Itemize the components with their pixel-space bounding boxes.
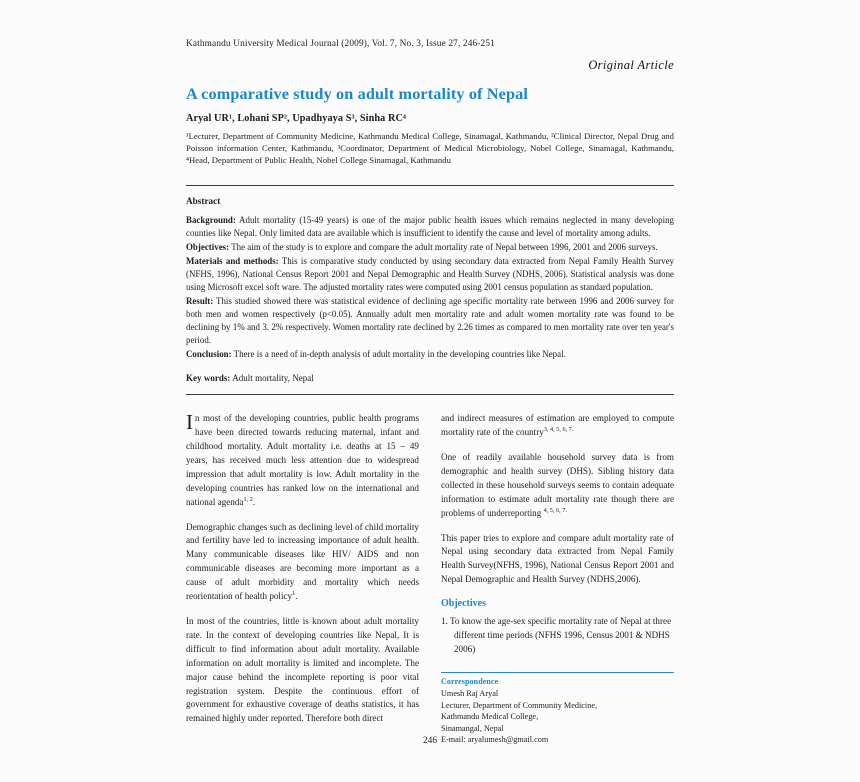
- author-affiliations: ¹Lecturer, Department of Community Medicine, Kathmandu Medical College, Sinamagal, Kathmandu, ²Clinical Director, Nepal Drug and Poisson information Center, Kathmandu, ³Coordinator, Department of Medical Microbiology, Nobel College, Sinamagal, Kathmandu, ⁴Head, Department of Public Health, Nobel College Sinamagal, Kathmandu: [186, 131, 674, 166]
- abstract-objectives: [186, 241, 674, 254]
- correspondence-role: Lecturer, Department of Community Medicine,: [441, 700, 598, 710]
- keywords-line: [186, 372, 674, 385]
- page-content: [186, 38, 674, 746]
- correspondence-divider: [441, 672, 674, 673]
- paragraph-text: This paper tries to explore and compare adult mortality rate of Nepal using secondary data extracted from Nepal Family Health Survey(NFHS, 1996), National Census Report 2001 and Nepal Demographic and Health Survey (NDHS,2006).: [441, 532, 674, 585]
- abstract-conclusion: [186, 348, 674, 361]
- abstract-materials-text: This is comparative study conducted by using secondary data extracted from Nepal Family Health Survey (NFHS, 1996), National Census Report 2001 and Nepal Demographic and Health Survey (NDHS, 2006). Statistical analysis was done using Microsoft excel soft ware. The adjusted mortality rates were computed using 2001 census population as standard population.: [186, 256, 674, 293]
- abstract-objectives-label: Objectives:: [186, 242, 230, 253]
- abstract-bottom-divider: [186, 394, 674, 395]
- abstract-materials: [186, 255, 674, 294]
- page-number: 246: [422, 736, 438, 746]
- abstract-background-text: Adult mortality (15-49 years) is one of the major public health issues which remains neglected in many developing counties like Nepal. Only limited data are available which is insufficient to identify the cause and level of mortality among adults.: [186, 215, 674, 239]
- abstract-section: [186, 195, 674, 386]
- left-column: [186, 412, 419, 746]
- correspondence-location: Sinamangal, Nepal: [441, 723, 504, 733]
- abstract-top-divider: [186, 185, 674, 186]
- body-paragraph: In most of the developing countries, public health programs have been directed towards reducing maternal, infant and childhood mortality. Adult mortality i.e. deaths at 15 – 49 years, has received much less attention due to widespread impression that adult mortality is low. Adult mortality in the developing countries has ranked low on the international and national agenda$^{1, 2}$.: [186, 410, 419, 507]
- author-list: Aryal UR¹, Lohani SP², Upadhyaya S³, Sinha RC⁴: [186, 113, 407, 125]
- body-paragraph: [441, 451, 674, 521]
- correspondence-email: E-mail: aryalumesh@gmail.com: [441, 735, 549, 745]
- citation-superscript: 3, 4, 5, 6, 7.: [543, 426, 574, 434]
- body-paragraph: [186, 615, 419, 726]
- abstract-result-label: Result:: [186, 296, 214, 307]
- page-title: A comparative study on adult mortality of Nepal: [186, 85, 529, 104]
- correspondence-heading: Correspondence: [441, 676, 499, 686]
- paragraph-text: In most of the countries, little is known about adult mortality rate. In the context of developing countries like Nepal, It is difficult to find information about adult mortality. Available information on adult mortality is limited and incomplete. The major cause behind the incomplete reporting is poor vital registration system. Despite the continuous effort of government for exhaustive coverage of deaths statistics, it has remained highly under reported. Therefore both direct: [186, 616, 419, 724]
- right-column: [441, 412, 674, 746]
- keywords-label: Key words:: [186, 373, 231, 384]
- article-type-label: Original Article: [588, 58, 674, 73]
- abstract-objectives-text: The aim of the study is to explore and compare the adult mortality rate of Nepal between 1996, 2001 and 2006 surveys.: [229, 242, 658, 253]
- abstract-background: [186, 214, 674, 240]
- section-heading-objectives: Objectives: [441, 598, 486, 610]
- abstract-conclusion-text: There is a need of in-depth analysis of adult mortality in the developing countries like Nepal.: [231, 349, 566, 360]
- abstract-result: [186, 295, 674, 347]
- abstract-heading: Abstract: [186, 195, 221, 206]
- abstract-background-label: Background:: [186, 215, 236, 226]
- paragraph-text: One of readily available household survey data is from demographic and health survey (DHS). Sibling history data collected in these household surveys seems to contain adequate information to estimate adult mortality rate though there are problems of underreporting: [441, 452, 674, 518]
- objectives-list-item: 1. To know the age-sex specific mortality rate of Nepal at three different time periods (NFHS 1996, Census 2001 & NDHS 2006): [441, 616, 672, 655]
- abstract-result-text: This studied showed there was statistical evidence of declining age specific mortality rate between 1996 and 2006 survey for both men and women respectively (p<0.05). Annually adult men mortality rate and adult women mortality rate was found to be declining by 1% and 3. 2% respectively. Women mortality rate declined by 2.26 times as compared to men mortality rate over ten year's period.: [186, 296, 674, 346]
- keywords-text: Adult mortality, Nepal: [230, 373, 314, 384]
- body-paragraph: [441, 532, 674, 588]
- paragraph-text: In most of the developing countries, public health programs have been directed towards reducing maternal, infant and childhood mortality. Adult mortality i.e. deaths at 15 – 49 years, has received much less attention due to widespread impression that adult mortality is low. Adult mortality in the developing countries has ranked low on the international and national agenda: [186, 410, 419, 507]
- abstract-materials-label: Materials and methods:: [186, 256, 279, 267]
- correspondence-institution: Kathmandu Medical College,: [441, 712, 539, 722]
- citation-superscript: 4, 5, 6, 7.: [543, 506, 567, 514]
- body-paragraph: Demographic changes such as declining level of child mortality and fertility have led to increasing importance of adult health. Many communicable diseases like HIV/ AIDS and non communicable diseases are becoming more important as a cause of adult morbidity and mortality which needs reorientation of health policy$^1$.: [186, 521, 419, 602]
- body-columns: [186, 412, 674, 746]
- citation-superscript: 1, 2: [243, 495, 253, 503]
- paragraph-text: Demographic changes such as declining level of child mortality and fertility have led to increasing importance of adult health. Many communicable diseases like HIV/ AIDS and non communicable diseases are becoming more important as a cause of adult morbidity and mortality which needs reorientation of health policy: [186, 521, 419, 602]
- journal-running-head: Kathmandu University Medical Journal (2009), Vol. 7, No. 3, Issue 27, 246-251: [186, 39, 495, 49]
- body-paragraph: [441, 412, 674, 440]
- citation-superscript: 1: [292, 590, 296, 598]
- correspondence-name: Umesh Raj Aryal: [441, 688, 499, 698]
- abstract-conclusion-label: Conclusion:: [186, 349, 232, 360]
- paragraph-text: and indirect measures of estimation are employed to compute mortality rate of the country: [441, 413, 674, 438]
